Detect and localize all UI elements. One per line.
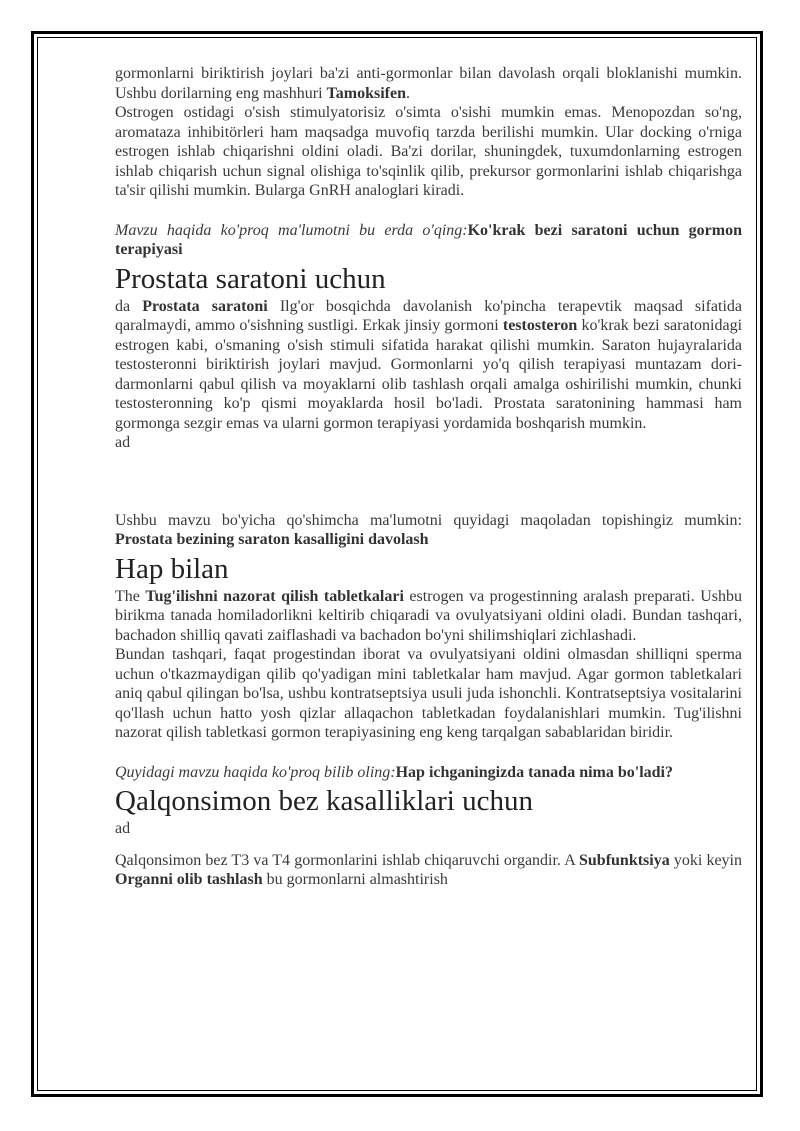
paragraph-text: ko'krak bezi saratonidagi estrogen kabi, o'smaning o'sish stimuli sifatida harakat qilishi mumkin. Saraton hujayralarida testosteronni biriktirish joylari mavjud. Gormonlarni yo'q qilish terapiyasi muntazam dori-darmonlarni qabul qilish va moyaklarni olib tashlash orqali amalga oshirilishi mumkin, chunki testosteronning ko'p qismi moyaklarda hosil bo'ladi. Prostata saratonining hammasi ham gormonga sezgir emas va ularni gormon terapiyasi yordamida boshqarish mumkin. xyxy=(115,317,743,432)
paragraph-prostate xyxy=(115,297,742,434)
ad-label: ad xyxy=(115,820,131,837)
paragraph-text: da xyxy=(115,297,143,315)
link-prostate-cancer-treatment[interactable]: Prostata bezining saraton kasalligini davolash xyxy=(115,531,429,548)
read-more-breast-cancer xyxy=(115,221,742,260)
heading-pill: Hap bilan xyxy=(115,552,229,585)
paragraph-text: bu gormonlarni almashtirish xyxy=(262,871,448,888)
paragraph-thyroid xyxy=(115,851,742,890)
paragraph-estrogen: Ostrogen ostidagi o'sish stimulyatorisiz o'simta o'sishi mumkin emas. Menopozdan so'ng, aromataza inhibitörleri ham maqsadga muvofiq tarzda berilishi mumkin. Ular docking o'rniga estrogen ishlab chiqarishni oldini oladi. Ba'zi dorilar, shuningdek, tuxumdonlarning estrogen ishlab chiqarish uchun signal olishiga to'sqinlik qilib, prekursor gormonlarini ishlab chiqarishga ta'sir qilishi mumkin. Bularga GnRH analoglari kiradi. xyxy=(115,104,742,199)
link-breast-cancer-hormone-therapy[interactable]: Ko'krak bezi saratoni uchun gormon terapiyasi xyxy=(115,221,742,258)
term-birth-control-pills[interactable]: Tug'ilishni nazorat qilish tabletkalari xyxy=(145,587,404,605)
paragraph-tamoxifen xyxy=(115,64,742,103)
paragraph-text: estrogen va progestinning aralash preparati. Ushbu birikma tanada homiladorlikni keltirib chiqaradi va ovulyatsiyani oldini oladi. Bundan tashqari, bachadon shilliq qavati zaiflashadi va bachadon bo'yni shilimshiqlari zichlashadi. xyxy=(115,587,743,644)
paragraph-text: gormonlarni biriktirish joylari ba'zi anti-gormonlar bilan davolash orqali bloklanishi mumkin. Ushbu dorilarning eng mashhuri xyxy=(115,65,742,102)
read-more-prostate xyxy=(115,511,742,550)
paragraph-text: Ilg'or bosqichda davolanish ko'pincha terapevtik maqsad sifatida qaralmaydi, ammo o'sishning sustligi. Erkak jinsiy gormoni xyxy=(115,297,742,334)
term-testosterone[interactable]: testosteron xyxy=(502,317,578,334)
read-more-pill xyxy=(115,763,742,783)
paragraph-end: . xyxy=(405,84,410,102)
paragraph-text: The xyxy=(115,587,146,605)
term-organ-removal[interactable]: Organni olib tashlash xyxy=(115,871,263,888)
ad-label: ad xyxy=(115,434,131,451)
read-more-intro: Mavzu haqida ko'proq ma'lumotni bu erda o'qing: xyxy=(115,221,468,239)
paragraph-text: yoki keyin xyxy=(669,851,742,869)
heading-prostate-cancer: Prostata saratoni uchun xyxy=(115,262,386,295)
link-pill-body[interactable]: Hap ichganingizda tanada nima bo'ladi? xyxy=(395,763,673,781)
paragraph-text: Qalqonsimon bez T3 va T4 gormonlarini ishlab chiqaruvchi organdir. A xyxy=(115,851,579,869)
heading-thyroid: Qalqonsimon bez kasalliklari uchun xyxy=(115,785,533,817)
paragraph-pill xyxy=(115,587,742,646)
paragraph-mini-pill: Bundan tashqari, faqat progestindan iborat va ovulyatsiyani oldini olmasdan shilliqni sperma uchun o'tkazmaydigan qilib qo'yadigan mini tabletkalar ham mavjud. Agar gormon tabletkalari aniq qabul qilingan bo'lsa, ushbu kontratseptsiya usuli juda ishonchli. Kontratseptsiya vositalarini qo'llash uchun hatto yosh qizlar allaqachon tabletkadan foydalanishlari mumkin. Tug'ilishni nazorat qilish tabletkasi gormon terapiyasining eng keng tarqalgan sabablaridan biridir. xyxy=(115,646,742,741)
term-tamoxifen: Tamoksifen xyxy=(326,84,406,102)
term-subfunction[interactable]: Subfunktsiya xyxy=(579,851,670,869)
document-body xyxy=(115,64,742,890)
term-prostate-cancer[interactable]: Prostata saratoni xyxy=(142,297,268,315)
read-more-intro: Quyidagi mavzu haqida ko'proq bilib oling: xyxy=(115,763,396,781)
read-more-intro: Ushbu mavzu bo'yicha qo'shimcha ma'lumotni quyidagi maqoladan topishingiz mumkin: xyxy=(115,511,742,529)
